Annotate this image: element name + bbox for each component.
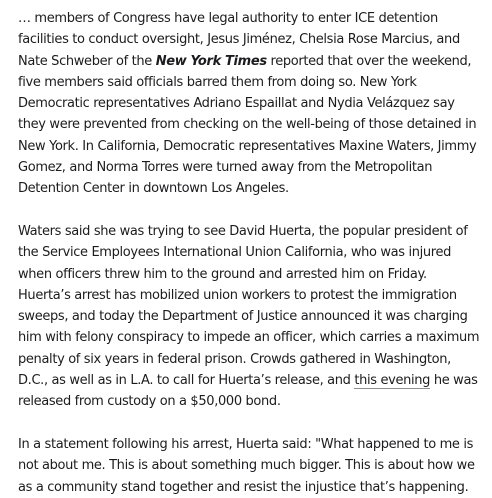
paragraph-huerta-text-start: Waters said she was trying to see David Huerta, the popular president of the Service Employees International Union California, who was injured when officers threw him to the ground and arrested him on Friday. Huerta’s arrest has mobilized union workers to protest the immigration sweeps, and today the Department of Justice announced it was charging him with felony conspiracy to impede an officer, which carries a maximum penalty of six years in federal prison. Crowds gathered in Washington, D.C., as well as in L.A. to call for Huerta’s release, and: [18, 223, 480, 389]
paragraph-oversight: [18, 8, 480, 200]
paragraph-oversight-text-start: … members of Congress have legal authority to enter ICE detention facilities to conduct oversight, Jesus Jiménez, Chelsia Rose Marcius, and Nate Schweber of the: [18, 11, 460, 69]
paragraph-huerta-text-end: he was released from custody on a $50,000 bond.: [18, 373, 478, 410]
this-evening-link[interactable]: this evening: [354, 373, 431, 389]
paragraph-huerta-statement: [18, 434, 480, 498]
paragraph-statement-text: In a statement following his arrest, Huerta said: "What happened to me is not about me. This is about something much bigger. This is about how we as a community stand together and resist the injustice that’s happening.: [18, 436, 475, 495]
paragraph-oversight-text-end: reported that over the weekend, five members said officials barred them from doing so. New York Democratic representatives Adriano Espaillat and Nydia Velázquez say they were prevented from checking on the well-being of those detained in New York. In California, Democratic representatives Maxine Waters, Jimmy Gomez, and Norma Torres were turned away from the Metropolitan Detention Center in downtown Los Angeles.: [18, 53, 477, 197]
paragraph-huerta-arrest: [18, 221, 480, 413]
publication-name: New York Times: [155, 53, 267, 69]
